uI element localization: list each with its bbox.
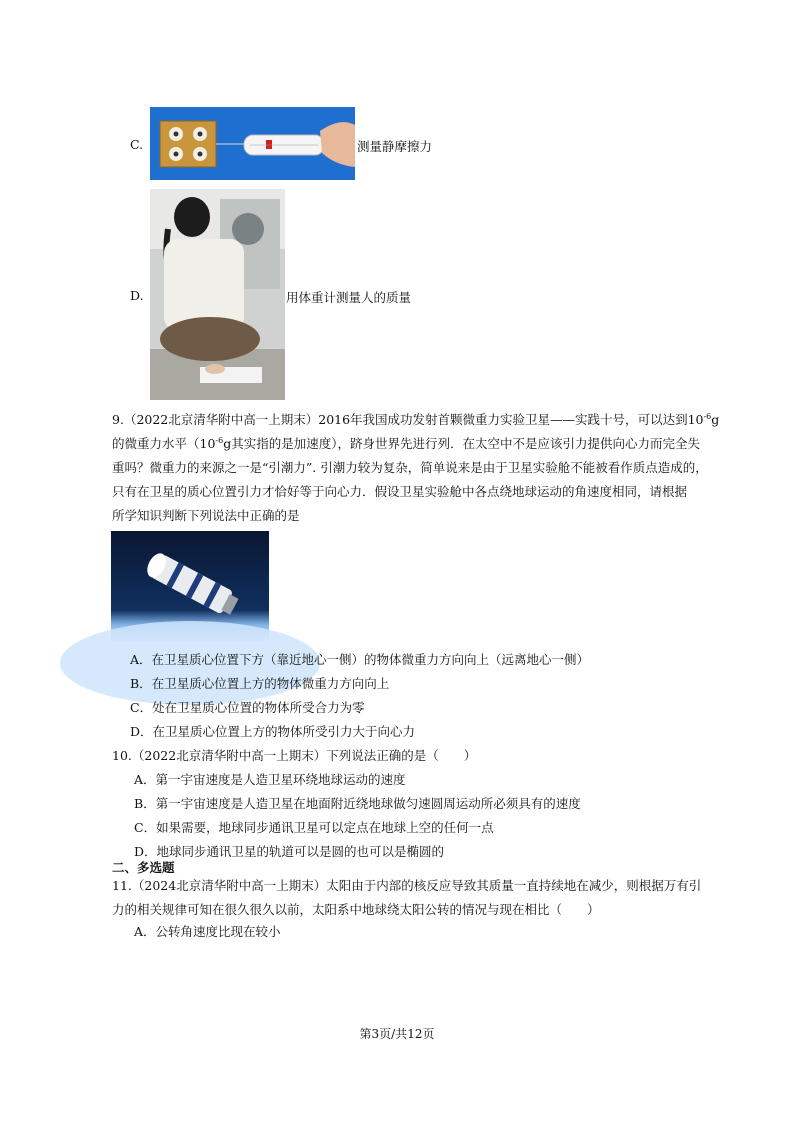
q9-line-1 (112, 408, 720, 432)
q9-option-a-letter: A． (130, 652, 152, 667)
q8-option-c-text: 测量静摩擦力 (357, 139, 433, 154)
q8-option-c-letter: C. (130, 137, 144, 152)
q9-source: （2022北京清华附中高一上期末） (123, 412, 319, 427)
section-title: 二、多选题 (112, 860, 175, 875)
q9-option-b-text: 在卫星质心位置上方的物体微重力方向向上 (151, 676, 390, 691)
q10-option-b-text: 第一宇宙速度是人造卫星在地面附近绕地球做匀速圆周运动所必须具有的速度 (155, 796, 581, 811)
scale-weighing-photo (150, 189, 285, 400)
q9-option-a (130, 650, 589, 668)
q10-option-b (134, 794, 581, 812)
page-footer: 第3页/共12页 (359, 1027, 435, 1041)
q10-option-d-text: 地球同步通讯卫星的轨道可以是圆的也可以是椭圆的 (156, 844, 445, 859)
q11-stem (112, 874, 702, 922)
q11-line-1 (112, 874, 702, 898)
q11-option-a-letter: A． (134, 924, 156, 939)
q9-line1-text: 2016年我国成功发射首颗微重力实验卫星——实践十号，可以达到10 (318, 412, 704, 427)
q9-line-2 (112, 432, 700, 456)
q9-option-c (130, 698, 365, 716)
q9-line2-text: 的微重力水平（10 (112, 436, 216, 451)
q10-option-a-letter: A． (134, 772, 156, 787)
q11-option-a-text: 公转角速度比现在较小 (155, 924, 281, 939)
q10-option-c-text: 如果需要，地球同步通讯卫星可以定点在地球上空的任何一点 (156, 820, 494, 835)
q10-option-b-letter: B． (134, 796, 156, 811)
friction-measurement-photo (150, 107, 355, 180)
q11-line1-text: （2024北京清华附中高一上期末）太阳由于内部的核反应导致其质量一直持续地在减少，则根据万有引 (131, 878, 702, 893)
q9-line-3: 重吗？微重力的来源之一是“引潮力”. 引潮力较为复杂，简单说来是由于卫星实验舱不能被看作质点造成的， (112, 460, 708, 475)
q9-number: 9. (112, 412, 124, 427)
q9-option-b-letter: B． (130, 676, 152, 691)
q9-option-d-letter: D． (130, 724, 153, 739)
q10-stem (112, 746, 476, 764)
q10-number: 10. (112, 748, 132, 763)
q10-option-c (134, 818, 494, 836)
satellite-photo (111, 531, 269, 641)
q10-option-a (134, 770, 406, 788)
q11-option-a (134, 922, 281, 940)
q9-option-c-letter: C． (130, 700, 153, 715)
q9-line1-unit: g (711, 412, 720, 427)
q9-line-4: 只有在卫星的质心位置引力才恰好等于向心力．假设卫星实验舱中各点绕地球运动的角速度相同，请根据 (112, 484, 688, 499)
q11-line-2: 力的相关规律可知在很久很久以前，太阳系中地球绕太阳公转的情况与现在相比（ ） (112, 902, 600, 917)
q9-line2-rest: g其实指的是加速度），跻身世界先进行列．在太空中不是应该引力提供向心力而完全失 (223, 436, 700, 451)
q10-option-d-letter: D． (134, 844, 157, 859)
q9-option-d-text: 在卫星质心位置上方的物体所受引力大于向心力 (152, 724, 416, 739)
q11-number: 11. (112, 878, 132, 893)
q9-option-b (130, 674, 389, 692)
q9-option-c-text: 处在卫星质心位置的物体所受合力为零 (152, 700, 365, 715)
q9-exponent-2: -6 (215, 436, 224, 445)
q8-option-d-text: 用体重计测量人的质量 (286, 290, 412, 305)
q8-option-d-letter: D. (130, 288, 144, 303)
q9-line-5: 所学知识判断下列说法中正确的是 (112, 508, 300, 523)
q9-option-d (130, 722, 415, 740)
q10-option-c-letter: C． (134, 820, 157, 835)
q9-exponent-1: -6 (703, 412, 712, 421)
q9-stem (112, 408, 720, 528)
q10-stem-text: （2022北京清华附中高一上期末）下列说法正确的是（ ） (131, 748, 477, 763)
q10-option-a-text: 第一宇宙速度是人造卫星环绕地球运动的速度 (155, 772, 406, 787)
q10-option-d (134, 842, 444, 860)
q9-option-a-text: 在卫星质心位置下方（靠近地心一侧）的物体微重力方向向上（远离地心一侧） (151, 652, 590, 667)
